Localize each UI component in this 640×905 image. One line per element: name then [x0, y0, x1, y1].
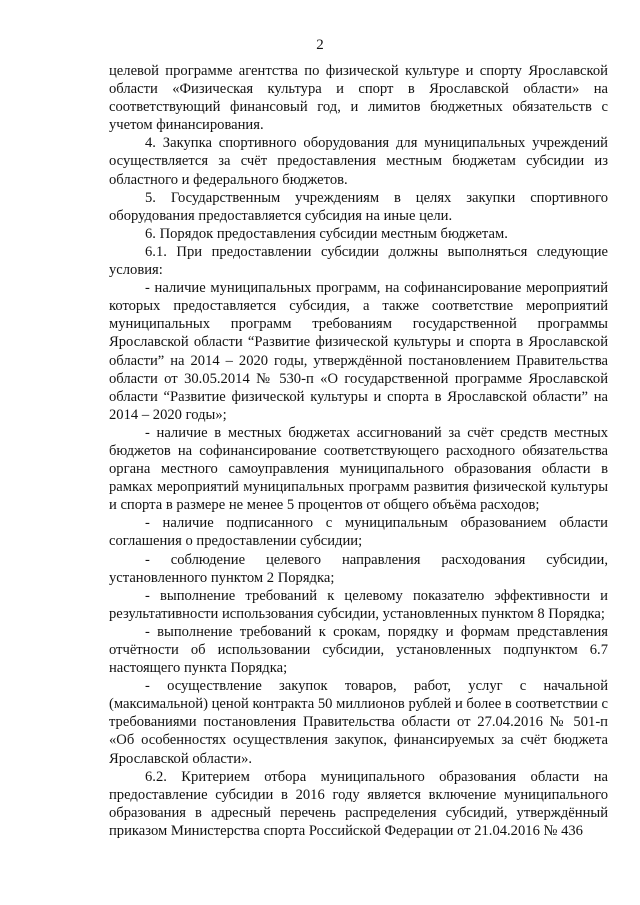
document-body: [109, 62, 608, 840]
paragraph: 5. Государственным учреждениям в целях закупки спортивного оборудования предоставляется субсидия на иные цели.: [109, 189, 608, 224]
paragraph: целевой программе агентства по физической культуре и спорту Ярославской области «Физическая культура и спорт в Ярославской области» на соответствующий финансовый год, и лимитов бюджетных обязательств с учетом финансирования.: [109, 63, 608, 134]
paragraph: 6. Порядок предоставления субсидии местным бюджетам.: [145, 225, 508, 242]
paragraph: 6.2. Критерием отбора муниципального образования области на предоставление субсидии в 2016 году является включение муниципального образования в адресный перечень распределения субсидий, утверждённый приказом Министерства спорта Российской Федерации от 21.04.2016 № 436: [109, 768, 608, 839]
paragraph: - соблюдение целевого направления расходования субсидии, установленного пунктом 2 Порядка;: [109, 551, 608, 586]
paragraph: - выполнение требований к срокам, порядку и формам представления отчётности об использовании субсидии, установленных подпунктом 6.7 настоящего пункта Порядка;: [109, 623, 608, 677]
paragraph: - наличие подписанного с муниципальным образованием области соглашения о предоставлении субсидии;: [109, 515, 608, 550]
paragraph: 4. Закупка спортивного оборудования для муниципальных учреждений осуществляется за счёт предоставления местным бюджетам субсидии из областного и федерального бюджетов.: [109, 135, 608, 188]
paragraph: - осуществление закупок товаров, работ, услуг с начальной (максимальной) ценой контракта 50 миллионов рублей и более в соответствии с требованиями постановления Правительства области от 27.04.2016 № 501-п «Об особенностях осуществления закупок, финансируемых за счёт бюджета Ярославской области».: [109, 678, 608, 767]
paragraph: - наличие в местных бюджетах ассигнований за счёт средств местных бюджетов на софинансирование соответствующего расходного обязательства органа местного самоуправления муниципального образования области в рамках мероприятий муниципальных программ развития физической культуры и спорта в размере не менее 5 процентов от общего объёма расходов;: [109, 424, 608, 514]
paragraph: - выполнение требований к целевому показателю эффективности и результативности использования субсидии, установленных пунктом 8 Порядка;: [109, 587, 608, 622]
page-number: 2: [316, 37, 324, 53]
paragraph: - наличие муниципальных программ, на софинансирование мероприятий которых предоставляется субсидия, а также соответствие мероприятий муниципальных программ требованиям государственной программы Ярославской области “Развитие физической культуры и спорта в Ярославской области” на 2014 – 2020 годы, утверждённой постановлением Правительства области от 30.05.2014 № 530-п «О государственной программе Ярославской области “Развитие физической культуры и спорта в Ярославской области” на 2014 – 2020 годы»;: [109, 280, 608, 423]
paragraph: 6.1. При предоставлении субсидии должны выполняться следующие условия:: [109, 243, 608, 279]
